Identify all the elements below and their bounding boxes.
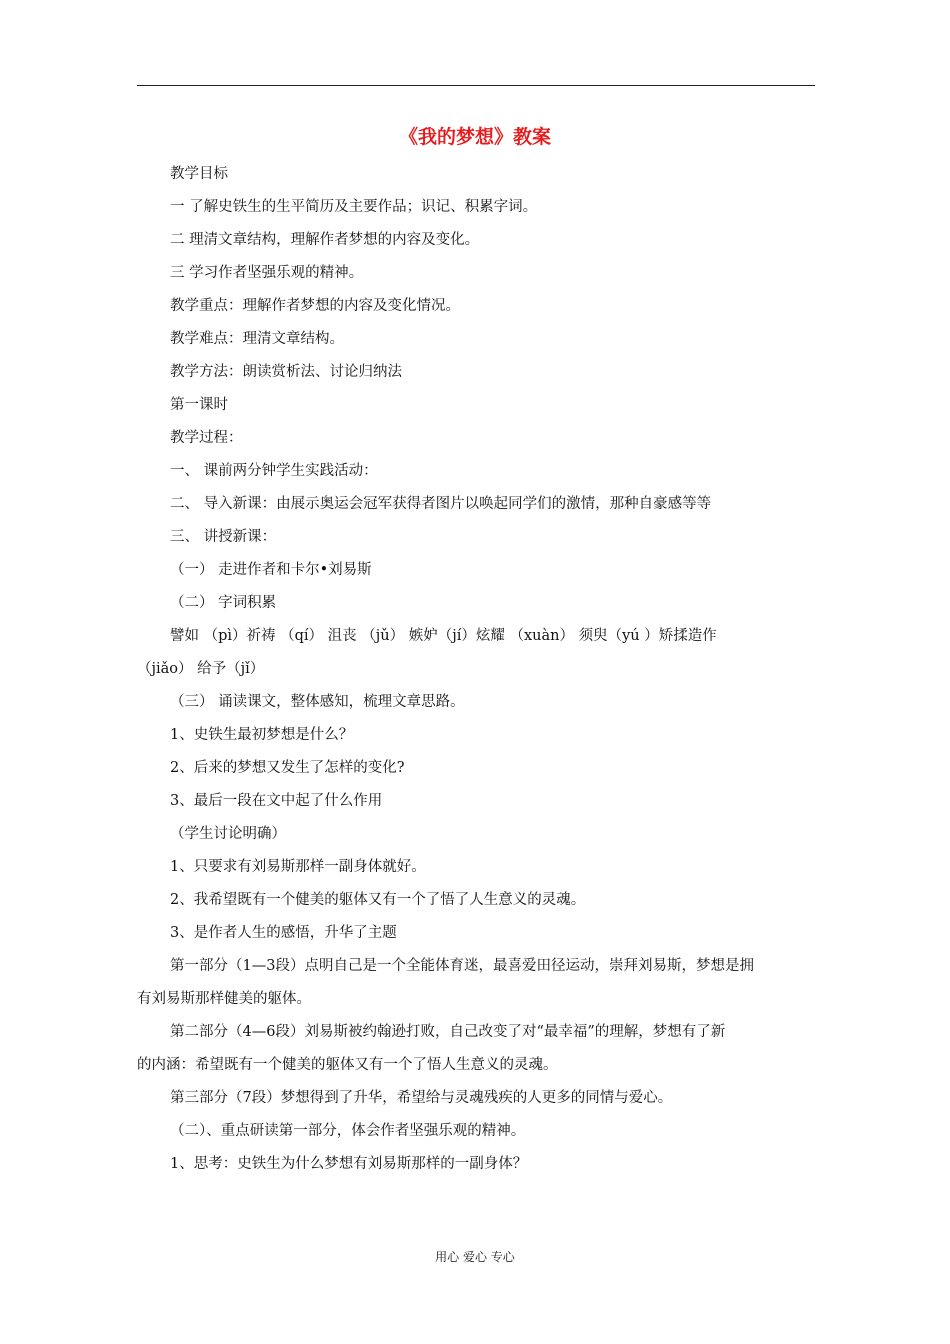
paragraph-line: 3、是作者人生的感悟，升华了主题	[170, 925, 397, 941]
paragraph-line: 教学重点：理解作者梦想的内容及变化情况。	[170, 298, 460, 314]
paragraph-line: 三 学习作者坚强乐观的精神。	[170, 265, 364, 281]
paragraph-line: 一 了解史铁生的生平简历及主要作品；识记、积累字词。	[170, 199, 538, 215]
paragraph-line: 1、思考：史铁生为什么梦想有刘易斯那样的一副身体？	[170, 1156, 528, 1172]
paragraph-line: 教学过程：	[170, 430, 243, 446]
paragraph-line: 有刘易斯那样健美的躯体。	[137, 991, 311, 1007]
paragraph-line: 二、 导入新课：由展示奥运会冠军获得者图片以唤起同学们的激情，那种自豪感等等	[170, 496, 712, 512]
paragraph-line: 1、只要求有刘易斯那样一副身体就好。	[170, 859, 426, 875]
paragraph-line: 第一部分（1—3段）点明自己是一个全能体育迷，最喜爱田径运动，崇拜刘易斯，梦想是拥	[170, 958, 754, 974]
paragraph-line: 譬如 （pì）祈祷 （qí） 沮丧 （jǔ） 嫉妒（jí）炫耀 （xuàn） 须臾（yú ）矫揉造作	[170, 628, 717, 644]
paragraph-line: 一、 课前两分钟学生实践活动：	[170, 463, 378, 479]
paragraph-line: 教学方法：朗读赏析法、讨论归纳法	[170, 364, 402, 380]
paragraph-line: 第二部分（4—6段）刘易斯被约翰逊打败，自己改变了对“最幸福”的理解，梦想有了新	[170, 1024, 726, 1040]
paragraph-line: 3、最后一段在文中起了什么作用	[170, 793, 383, 809]
header-rule	[137, 85, 815, 86]
paragraph-line: 第三部分（7段）梦想得到了升华，希望给与灵魂残疾的人更多的同情与爱心。	[170, 1090, 673, 1106]
paragraph-line: 1、史铁生最初梦想是什么？	[170, 727, 354, 743]
paragraph-line: （jiǎo） 给予（jǐ）	[137, 661, 265, 677]
page-footer: 用心 爱心 专心	[435, 1250, 515, 1264]
paragraph-line: 教学目标	[170, 166, 228, 182]
paragraph-line: （三） 诵读课文，整体感知，梳理文章思路。	[170, 694, 465, 710]
paragraph-line: （学生讨论明确）	[170, 826, 286, 842]
document-title: 《我的梦想》教案	[398, 126, 551, 148]
document-body	[137, 158, 817, 1181]
paragraph-line: 2、后来的梦想又发生了怎样的变化?	[170, 760, 405, 776]
paragraph-line: （二） 字词积累	[170, 595, 277, 611]
paragraph-line: （一） 走进作者和卡尔•刘易斯	[170, 562, 372, 578]
paragraph-line: 的内涵：希望既有一个健美的躯体又有一个了悟人生意义的灵魂。	[137, 1057, 558, 1073]
paragraph-line: 2、我希望既有一个健美的躯体又有一个了悟了人生意义的灵魂。	[170, 892, 586, 908]
paragraph-line: （二）、重点研读第一部分，体会作者坚强乐观的精神。	[170, 1123, 526, 1139]
paragraph-line: 教学难点：理清文章结构。	[170, 331, 344, 347]
paragraph-line: 三、 讲授新课：	[170, 529, 277, 545]
paragraph-line: 第一课时	[170, 397, 228, 413]
paragraph-line: 二 理清文章结构，理解作者梦想的内容及变化。	[170, 232, 480, 248]
